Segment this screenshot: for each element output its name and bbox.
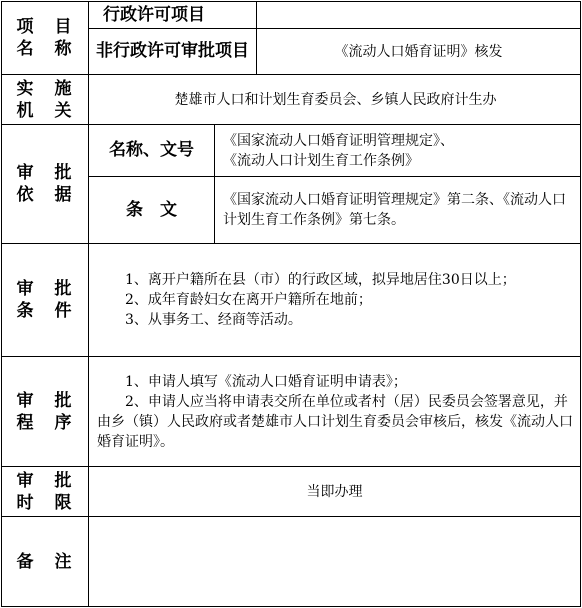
basis-clause-value: 《国家流动人口婚育证明管理规定》第二条、《流动人口计划生育工作条例》第七条。 <box>215 177 581 244</box>
agency-value: 楚雄市人口和计划生育委员会、乡镇人民政府计生办 <box>89 75 581 125</box>
agency-label: 实 施 机 关 <box>2 75 89 125</box>
time-limit-value: 当即办理 <box>89 467 581 517</box>
conditions-label: 审 批 条 件 <box>2 244 89 357</box>
basis-name-label: 名称、文号 <box>89 125 215 177</box>
condition-item: 2、成年育龄妇女在离开户籍所在地前； <box>125 292 372 308</box>
procedure-item: 1、申请人填写《流动人口婚育证明申请表》； <box>125 373 407 390</box>
remarks-value <box>89 517 581 607</box>
item-name-label: 项 目 名 称 <box>2 2 89 75</box>
non-admin-license-value: 《流动人口婚育证明》核发 <box>257 29 581 75</box>
procedure-item: 2、申请人应当将申请表交所在单位或者村（居）民委员会签署意见，并由乡（镇）人民政府或者楚雄市人口计划生育委员会审核后，核发《流动人口婚育证明》。 <box>97 393 573 450</box>
admin-license-label: 行政许可项目 <box>89 2 257 29</box>
procedure-label: 审 批 程 序 <box>2 357 89 467</box>
conditions-value <box>89 244 581 357</box>
remarks-label: 备 注 <box>2 517 89 607</box>
basis-label: 审 批 依 据 <box>2 125 89 244</box>
procedure-value <box>89 357 581 467</box>
condition-item: 1、离开户籍所在县（市）的行政区域，拟异地居住30日以上； <box>125 272 516 288</box>
approval-item-form <box>1 1 581 607</box>
admin-license-value <box>257 2 581 29</box>
condition-item: 3、从事务工、经商等活动。 <box>125 312 302 328</box>
basis-clause-label: 条 文 <box>89 177 215 244</box>
non-admin-license-label: 非行政许可审批项目 <box>89 29 257 75</box>
time-limit-label: 审 批 时 限 <box>2 467 89 517</box>
basis-name-value: 《国家流动人口婚育证明管理规定》、 《流动人口计划生育工作条例》 <box>215 125 581 177</box>
